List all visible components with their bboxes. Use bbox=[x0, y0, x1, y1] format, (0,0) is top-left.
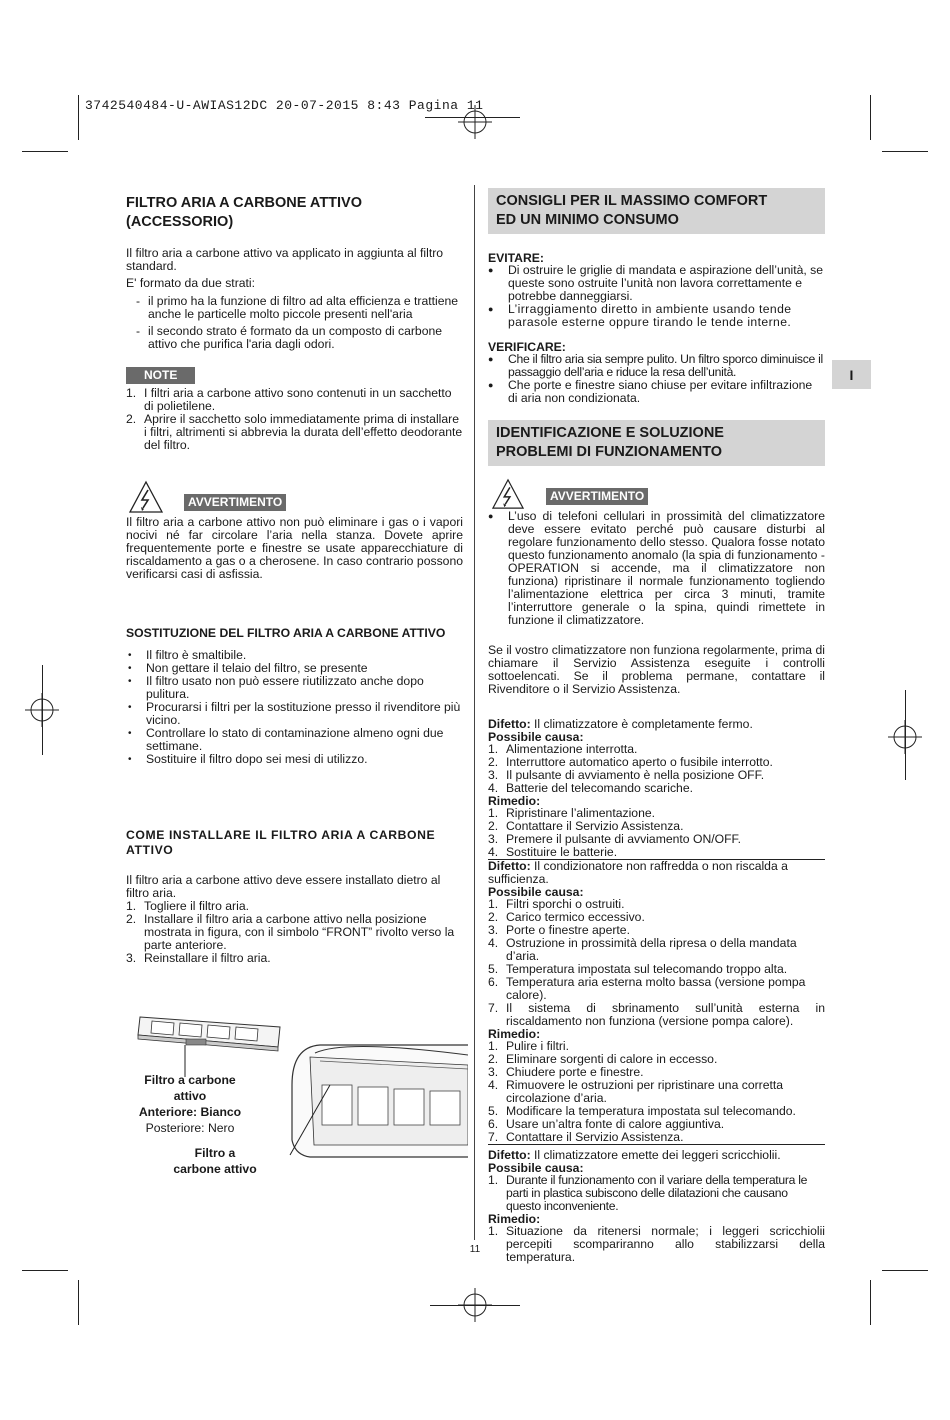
column-divider bbox=[474, 185, 475, 1240]
list-item: 5. Temperatura impostata sul telecomando troppo alta. bbox=[488, 962, 788, 976]
list-item: - il secondo strato é formato da un composto di carbone attivo che purifica l'aria dagli odori. bbox=[136, 324, 443, 351]
crop-mark bbox=[22, 151, 68, 152]
check-list bbox=[488, 353, 825, 405]
avoid-label: EVITARE: bbox=[488, 251, 544, 265]
list-item: 4. Ostruzione in prossimità della ripresa o della mandata d’aria. bbox=[488, 936, 797, 963]
replace-list bbox=[126, 649, 463, 766]
avoid-list bbox=[488, 264, 825, 329]
warning-badge: AVVERTIMENTO bbox=[184, 494, 286, 511]
paragraph: Il filtro aria a carbone attivo deve essere installato dietro al filtro aria. bbox=[126, 873, 441, 900]
list-item: ● Che il filtro aria sia sempre pulito. Un filtro sporco diminuisce il passaggio dell’aria e riduce la resa dell’unità. bbox=[488, 352, 823, 379]
remedy-list bbox=[488, 807, 825, 859]
list-item: - il primo ha la funzione di filtro ad alta efficienza e trattiene anche le particelle molto piccole presenti nell'aria bbox=[136, 294, 459, 321]
list-item: 2. Contattare il Servizio Assistenza. bbox=[488, 819, 684, 833]
list-item: 3. Premere il pulsante di avviamento ON/OFF. bbox=[488, 832, 742, 846]
right-column bbox=[488, 188, 825, 1264]
note-list bbox=[126, 387, 463, 452]
list-item: 2. Carico termico eccessivo. bbox=[488, 910, 645, 924]
paragraph: E' formato da due strati: bbox=[126, 276, 256, 290]
crop-mark bbox=[425, 117, 520, 118]
list-item: 2. Installare il filtro aria a carbone attivo nella posizione mostrata in figura, con il simbolo “FRONT” rivolto verso la parte anteriore. bbox=[126, 912, 455, 952]
warning-header bbox=[488, 478, 825, 506]
section-title: CONSIGLI PER IL MASSIMO COMFORT ED UN MINIMO CONSUMO bbox=[488, 188, 825, 234]
list-item: 3. Reinstallare il filtro aria. bbox=[126, 951, 271, 965]
list-item: • Procurarsi i filtri per la sostituzione presso il rivenditore più vicino. bbox=[128, 700, 461, 727]
list-item: 4. Rimuovere le ostruzioni per ripristinare una corretta circolazione d’aria. bbox=[488, 1078, 784, 1105]
crop-mark bbox=[42, 665, 43, 755]
list-item: • Il filtro usato non può essere riutilizzato anche dopo pulitura. bbox=[128, 674, 424, 701]
figure-caption-unit: Filtro a carbone attivo bbox=[173, 1146, 257, 1176]
warning-header bbox=[126, 480, 463, 516]
list-item: 2. Interruttore automatico aperto o fusibile interrotto. bbox=[488, 755, 773, 769]
list-item: 1. Ripristinare l’alimentazione. bbox=[488, 806, 656, 820]
print-job-header: 3742540484-U-AWIAS12DC 20-07-2015 8:43 Pagina 11 bbox=[85, 98, 484, 113]
electric-warning-icon bbox=[490, 478, 526, 510]
list-item: • Controllare lo stato di contaminazione almeno ogni due settimane. bbox=[128, 726, 444, 753]
list-item: 2. Aprire il sacchetto solo immediatamente prima di installare i filtri, altrimenti si abbrevia la durata dell’effetto deodorante del filtro. bbox=[126, 412, 463, 452]
note-badge: NOTE bbox=[126, 367, 195, 384]
crop-mark bbox=[905, 690, 906, 780]
paragraph: Il filtro aria a carbone attivo va applicato in aggiunta al filtro standard. bbox=[126, 246, 444, 273]
list-item: • Il filtro è smaltibile. bbox=[128, 648, 247, 662]
language-tab: I bbox=[832, 360, 871, 389]
list-item: 4. Batterie del telecomando scariche. bbox=[488, 781, 693, 795]
remedy-list bbox=[488, 1225, 825, 1264]
list-item: 5. Modificare la temperatura impostata sul telecomando. bbox=[488, 1104, 796, 1118]
crop-mark bbox=[430, 1305, 520, 1306]
indoor-unit-illustration bbox=[290, 1045, 468, 1157]
list-item: 1. Situazione da ritenersi normale; i leggeri scricchiolii percepiti scompariranno allo stabilizzarsi della temperatura. bbox=[488, 1224, 825, 1264]
list-item: 4. Sostituire le batterie. bbox=[488, 845, 618, 859]
install-steps bbox=[126, 900, 463, 965]
crop-mark bbox=[870, 1280, 871, 1325]
electric-warning-icon bbox=[128, 480, 164, 514]
layers-list bbox=[126, 295, 463, 351]
list-item: ● Che porte e finestre siano chiuse per evitare infiltrazione di aria non condizionata. bbox=[488, 378, 813, 405]
list-item: 7. Contattare il Servizio Assistenza. bbox=[488, 1130, 684, 1144]
section-title: SOSTITUZIONE DEL FILTRO ARIA A CARBONE ATTIVO bbox=[126, 626, 446, 640]
list-item: ● L’uso di telefoni cellulari in prossimità del climatizzatore deve essere evitato perché può causare disturbi al regolare funzionamento dello stesso. Qualora fosse notato questo funzionamento anomalo (la spia di funzionamento - OPERATION si accende, ma il climatizzatore non funziona) ripristinare il normale funzionamento togliendo l’alimentazione elettrica per circa 3 minuti, tramite l’interruttore generale o la spina, quindi rimettete in funzione il climatizzatore. bbox=[488, 509, 825, 627]
warning-text: Il filtro aria a carbone attivo non può eliminare i gas o i vapori nocivi né far circolare l’aria nella stanza. Dovete aprire frequentemente porte e finestre se usate apparecchiature di riscaldamento a gas o a cherosene. In caso contrario possono verificarsi casi di asfissia. bbox=[126, 515, 463, 581]
list-item: ● Di ostruire le griglie di mandata e aspirazione dell’unità, se queste sono ostruite l’unità non lavora correttamente e potrebbe danneggiarsi. bbox=[488, 263, 824, 303]
list-item: 1. Pulire i filtri. bbox=[488, 1039, 569, 1053]
section-title: IDENTIFICAZIONE E SOLUZIONE PROBLEMI DI FUNZIONAMENTO bbox=[488, 420, 825, 466]
fault-block: Difetto: Il climatizzatore è completamente fermo. Possibile causa: 1. Alimentazione interrotta. 2. Interruttore automatico aperto o fusibile interrotto. 3. Il pulsante di avviamento è nella posizione OFF. 4. Batterie del telecomando scariche. Rimedio: 1. Ripristinare l’alimentazione. 2. Contattare il Servizio Assistenza. 3. Premere il pulsante di avviamento ON/OFF. 4. Sostituire le batterie. bbox=[488, 718, 825, 859]
cause-list bbox=[488, 1174, 825, 1213]
crop-mark bbox=[78, 95, 79, 140]
list-item: 1. Alimentazione interrotta. bbox=[488, 742, 638, 756]
list-item: 3. Chiudere porte e finestre. bbox=[488, 1065, 644, 1079]
list-item: 6. Usare un’altra fonte di calore aggiuntiva. bbox=[488, 1117, 725, 1131]
section-title: FILTRO ARIA A CARBONE ATTIVO (ACCESSORIO) bbox=[126, 195, 363, 230]
fault-block: Difetto: Il climatizzatore emette dei leggeri scricchiolii. Possibile causa: 1. Durante il funzionamento con il variare della temperatura le parti in plastica subiscono delle dilatazioni che causano questo inconveniente. Rimedio: 1. Situazione da ritenersi normale; i leggeri scricchiolii percepiti scompariranno allo stabilizzarsi della temperatura. bbox=[488, 1144, 825, 1264]
figure-caption-filter: Filtro a carbone attivo Anteriore: Bianco Posteriore: Nero bbox=[138, 1073, 242, 1135]
check-label: VERIFICARE: bbox=[488, 340, 566, 354]
section-title: COME INSTALLARE IL FILTRO ARIA A CARBONE ATTIVO bbox=[126, 828, 436, 857]
cause-list bbox=[488, 898, 825, 1028]
list-item: • Sostituire il filtro dopo sei mesi di utilizzo. bbox=[128, 752, 368, 766]
paragraph: Se il vostro climatizzatore non funziona regolarmente, prima di chiamare il Servizio Assistenza eseguite i controlli sottoelencati. Se il problema permane, contattare il Rivenditore o il Servizio Assistenza. bbox=[488, 643, 825, 696]
list-item: 1. Filtri sporchi o ostruiti. bbox=[488, 897, 625, 911]
list-item: ● L’irraggiamento diretto in ambiente usando tende parasole esterne oppure tirando le tende interne. bbox=[488, 302, 792, 329]
cause-list bbox=[488, 743, 825, 795]
list-item: 1. Durante il funzionamento con il variare della temperatura le parti in plastica subiscono delle dilatazioni che causano questo inconveniente. bbox=[488, 1173, 808, 1213]
crop-mark bbox=[882, 1270, 928, 1271]
list-item: • Non gettare il telaio del filtro, se presente bbox=[128, 661, 368, 675]
crop-mark bbox=[78, 1280, 79, 1325]
list-item: 2. Eliminare sorgenti di calore in eccesso. bbox=[488, 1052, 718, 1066]
warning-badge: AVVERTIMENTO bbox=[546, 488, 648, 505]
list-item: 3. Porte o finestre aperte. bbox=[488, 923, 630, 937]
list-item: 6. Temperatura aria esterna molto bassa (versione pompa calore). bbox=[488, 975, 806, 1002]
crop-mark bbox=[882, 151, 928, 152]
fault-block: Difetto: Il condizionatore non raffredda o non riscalda a sufficienza. Possibile causa: 1. Filtri sporchi o ostruiti. 2. Carico termico eccessivo. 3. Porte o finestre aperte. 4. Ostruzione in prossimità della ripresa o della mandata d’aria. 5. Temperatura impostata sul telecomando troppo alta. 6. Temperatura aria esterna molto bassa (versione pompa calore). 7. Il sistema di sbrinamento sull’unità esterna in riscaldamento non funziona (versione pompa calore). Rimedio: 1. Pulire i filtri. 2. Eliminare sorgenti di calore in eccesso. 3. Chiudere porte e finestre. 4. Rimuovere le ostruzioni per ripristinare una corretta circolazione d’aria. 5. Modificare la temperatura impostata sul telecomando. 6. Usare un’altra fonte di calore aggiuntiva. 7. Contattare il Servizio Assistenza. bbox=[488, 859, 825, 1144]
crop-mark bbox=[870, 95, 871, 140]
crop-mark bbox=[22, 1270, 68, 1271]
left-column bbox=[126, 194, 463, 965]
carbon-filter-illustration bbox=[138, 1017, 280, 1077]
list-item: 1. Togliere il filtro aria. bbox=[126, 899, 249, 913]
warning-list bbox=[488, 510, 825, 627]
list-item: 3. Il pulsante di avviamento è nella posizione OFF. bbox=[488, 768, 765, 782]
list-item: 7. Il sistema di sbrinamento sull’unità esterna in riscaldamento non funziona (versione pompa calore). bbox=[488, 1001, 825, 1028]
remedy-list bbox=[488, 1040, 825, 1144]
list-item: 1. I filtri aria a carbone attivo sono contenuti in un sacchetto di polietilene. bbox=[126, 386, 452, 413]
page-number: 11 bbox=[469, 1244, 481, 1255]
